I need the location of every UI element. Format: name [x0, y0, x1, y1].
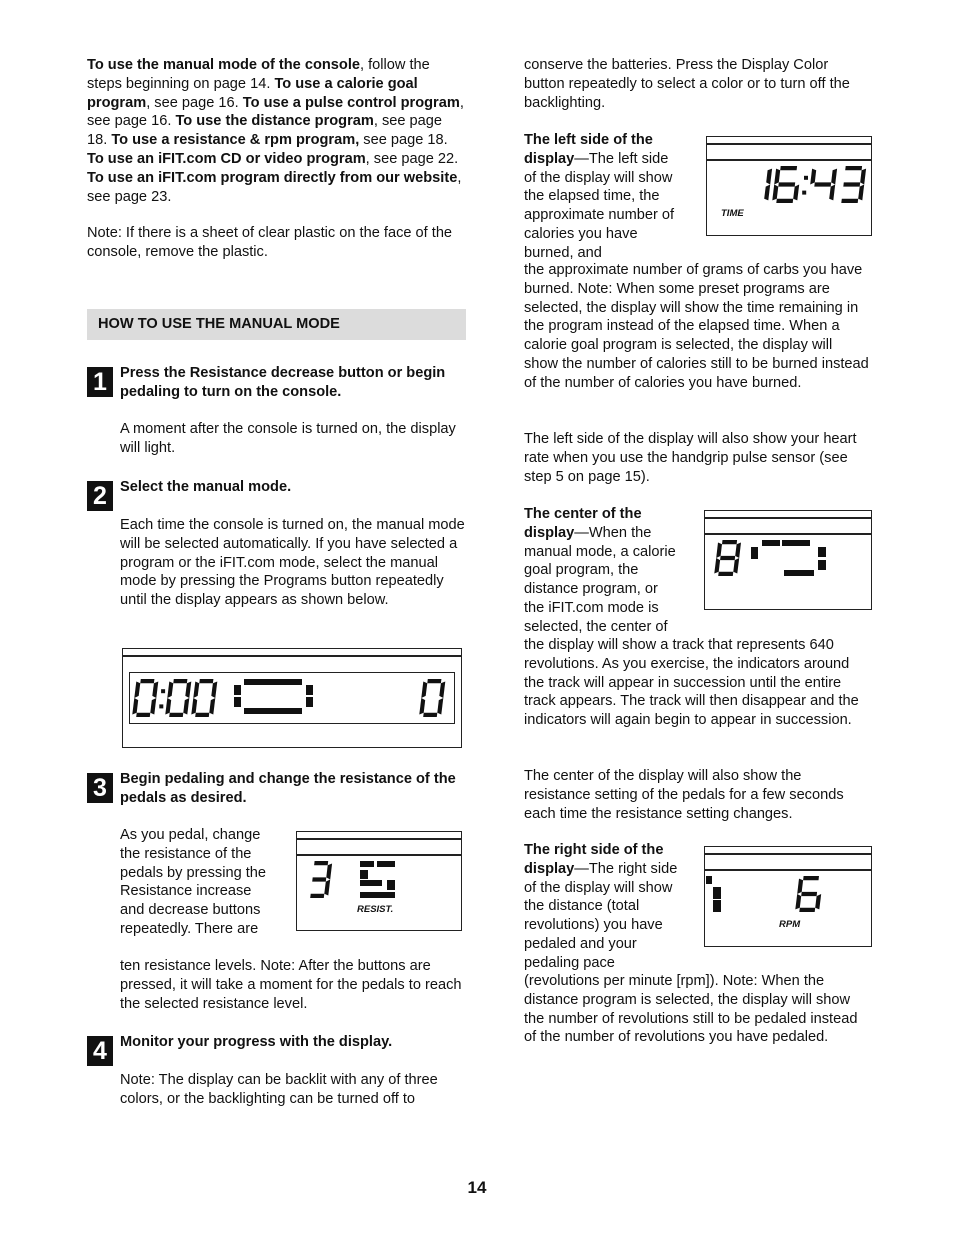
left-side-rest: the approximate number of grams of carbs you have burned. Note: When some preset programs are selected, the display will show the time remaining in the program instead of the elapsed time. When a calorie goal program is selected, the display will show the number of calories still to be burned instead of the number of calories you have burned.	[524, 262, 869, 391]
resist-label: RESIST.	[357, 904, 394, 915]
left-side-intro: —The left side of the display will show the elapsed time, the approximate number of calories you have burned, and	[524, 150, 675, 261]
lcd-segment	[150, 698, 156, 715]
lcd-segment	[831, 169, 837, 185]
lcd-segment	[829, 185, 835, 201]
lcd-segment	[134, 682, 140, 699]
lcd-segment	[193, 682, 199, 699]
manual-time-readout	[132, 679, 217, 717]
lcd-segment	[720, 556, 735, 560]
manual-count-readout	[419, 679, 445, 717]
lcd-segment	[780, 166, 797, 170]
lcd-segment	[310, 894, 324, 898]
lcd-segment	[199, 679, 213, 683]
step-2-body: Each time the console is turned on, the manual mode will be selected automatically. If you have selected a program or the iFIT.com mode, select the manual mode by pressing the Programs button repeatedly until the display appears as shown below.	[120, 517, 465, 609]
intro-bold-run: To use a pulse control program	[242, 94, 460, 111]
intro-paragraph	[87, 56, 465, 206]
resistance-bar-indicator	[360, 861, 395, 898]
lcd-segment	[797, 879, 803, 894]
lcd-segment	[845, 166, 862, 170]
lcd-segment	[312, 877, 326, 881]
intro-text-run: , see page 22.	[365, 150, 459, 167]
right-side-heading: The right side of the display	[524, 842, 664, 877]
center-intro: —When the manual mode, a calorie goal program, the distance program, or the iFIT.com mode is selected, the center of	[524, 524, 676, 635]
step-3-title: Begin pedaling and change the resistance of the pedals as desired.	[120, 771, 456, 806]
intro-text-run: see page 18.	[359, 132, 448, 149]
section-header	[87, 309, 466, 340]
center-track-indicator	[751, 540, 826, 576]
right-side-intro: —The right side of the display will show the distance (total revolutions) you have pedaled and your pedaling pace	[524, 860, 678, 971]
section-title: HOW TO USE THE MANUAL MODE	[98, 316, 340, 332]
intro-bold-run: To use an iFIT.com CD or video program	[87, 150, 366, 167]
step-2-title: Select the manual mode.	[120, 479, 292, 495]
resistance-value-readout	[310, 861, 332, 898]
lcd-segment	[733, 558, 739, 574]
center-heading: The center of the display	[524, 506, 642, 541]
time-label: TIME	[721, 208, 744, 219]
lcd-segment	[722, 540, 737, 544]
lcd-segment	[136, 713, 150, 717]
center-rest: the display will show a track that represents 640 revolutions. As you exercise, the indicators around the track will appear in succession until the entire track appears. The track will then disappear and the indicators will again begin to appear in succession.	[524, 637, 859, 729]
lcd-segment	[778, 182, 795, 186]
lcd-segment	[858, 185, 864, 201]
intro-bold-run: To use an iFIT.com program directly from our website	[87, 169, 458, 186]
resistance-display	[296, 831, 462, 931]
lcd-segment	[766, 169, 772, 185]
time-display	[706, 136, 872, 236]
lcd-segment	[801, 892, 817, 896]
left-side-heading: The left side of the display	[524, 132, 653, 167]
center-wrap	[524, 505, 682, 637]
lcd-segment	[165, 698, 171, 715]
lcd-segment	[191, 698, 197, 715]
lcd-segment	[211, 682, 217, 699]
lcd-segment	[209, 698, 215, 715]
lcd-segment	[140, 679, 154, 683]
intro-text-run: , follow the steps beginning on page 14.	[87, 57, 430, 92]
left-side-wrap	[524, 131, 682, 263]
rpm-value-readout	[795, 876, 871, 912]
lcd-segment	[795, 894, 801, 909]
right-side-rest: (revolutions per minute [rpm]). Note: When the distance program is selected, the display will show the number of revolutions still to be pedaled instead of the number of revolutions you have pedaled.	[524, 973, 858, 1046]
intro-bold-run: To use a calorie goal program	[87, 75, 418, 111]
intro-text-run: , see page 23.	[87, 169, 462, 205]
manual-mode-display	[122, 648, 462, 748]
lcd-segment	[132, 698, 138, 715]
lcd-segment	[169, 713, 183, 717]
lcd-colon-dot	[159, 704, 163, 708]
step-4-title: Monitor your progress with the display.	[120, 1034, 393, 1050]
center-display	[704, 510, 872, 610]
lcd-segment	[843, 182, 860, 186]
rpm-label: RPM	[779, 919, 801, 930]
step-4-number: 4	[87, 1036, 113, 1066]
lcd-segment	[167, 682, 173, 699]
lcd-segment	[324, 880, 330, 896]
lcd-segment	[793, 185, 799, 201]
lcd-segment	[437, 698, 443, 715]
center-value-readout	[714, 540, 741, 576]
lcd-segment	[714, 558, 720, 574]
lcd-segment	[314, 861, 328, 865]
lcd-segment	[815, 894, 821, 909]
lcd-segment	[810, 169, 816, 185]
intro-text-run: , see page 18.	[87, 113, 443, 149]
plastic-note: Note: If there is a sheet of clear plastic on the face of the console, remove the plastic.	[87, 225, 453, 260]
lcd-segment	[799, 908, 815, 912]
lcd-segment	[776, 199, 793, 203]
intro-text-run: , see page 16.	[87, 94, 464, 130]
step-2-number: 2	[87, 481, 113, 511]
step-1-body: A moment after the console is turned on, the display will light.	[120, 421, 456, 456]
lcd-segment	[716, 543, 722, 559]
lcd-colon-dot	[802, 191, 806, 195]
lcd-segment	[764, 185, 770, 201]
lcd-segment	[183, 698, 189, 715]
lcd-segment	[774, 169, 780, 185]
intro-bold-run: To use the distance program	[175, 113, 374, 130]
lcd-segment	[735, 543, 741, 559]
center-resistance-note: The center of the display will also show the resistance setting of the pedals for a few seconds each time the resistance setting changes.	[524, 768, 844, 822]
intro-bold-run: To use the manual mode of the console	[87, 57, 360, 73]
step-3-number: 3	[87, 773, 113, 803]
lcd-segment	[326, 864, 332, 880]
rpm-side-indicator	[706, 876, 721, 912]
lcd-segment	[173, 679, 187, 683]
intro-bold-run: To use a resistance & rpm program,	[111, 132, 360, 149]
left-side-heartrate: The left side of the display will also show your heart rate when you use the handgrip pulse sensor (see step 5 on page 15).	[524, 431, 857, 485]
backlight-continuation: conserve the batteries. Press the Display Color button repeatedly to select a color or to turn off the backlighting.	[524, 57, 850, 111]
lcd-segment	[423, 713, 437, 717]
lcd-segment	[419, 698, 425, 715]
lcd-colon-dot	[161, 689, 165, 693]
lcd-segment	[185, 682, 191, 699]
lcd-segment	[195, 713, 209, 717]
page-number: 14	[467, 1178, 487, 1197]
lcd-segment	[718, 572, 733, 576]
step-4-body: Note: The display can be backlit with any of three colors, or the backlighting can be turned off to	[120, 1072, 438, 1107]
lcd-segment	[439, 682, 445, 699]
right-side-wrap	[524, 841, 682, 973]
step-1-number: 1	[87, 367, 113, 397]
lcd-segment	[772, 185, 778, 201]
step-3-body-rest: ten resistance levels. Note: After the buttons are pressed, it will take a moment for the pedals to reach the selected resistance level.	[120, 958, 462, 1012]
step-3-body-wrap: As you pedal, change the resistance of the pedals by pressing the Resistance increase and decrease buttons repeatedly. There are	[120, 827, 267, 937]
lcd-segment	[860, 169, 866, 185]
lcd-segment	[803, 876, 819, 880]
lcd-segment	[427, 679, 441, 683]
lcd-segment	[814, 182, 831, 186]
step-1-title: Press the Resistance decrease button or begin pedaling to turn on the console.	[120, 365, 446, 400]
time-value-readout	[764, 166, 866, 203]
rpm-display	[704, 846, 872, 947]
manual-track-indicator	[234, 679, 313, 714]
lcd-segment	[152, 682, 158, 699]
lcd-colon-dot	[804, 176, 808, 180]
lcd-segment	[841, 199, 858, 203]
intro-text-run: , see page 16.	[146, 94, 243, 111]
lcd-segment	[421, 682, 427, 699]
